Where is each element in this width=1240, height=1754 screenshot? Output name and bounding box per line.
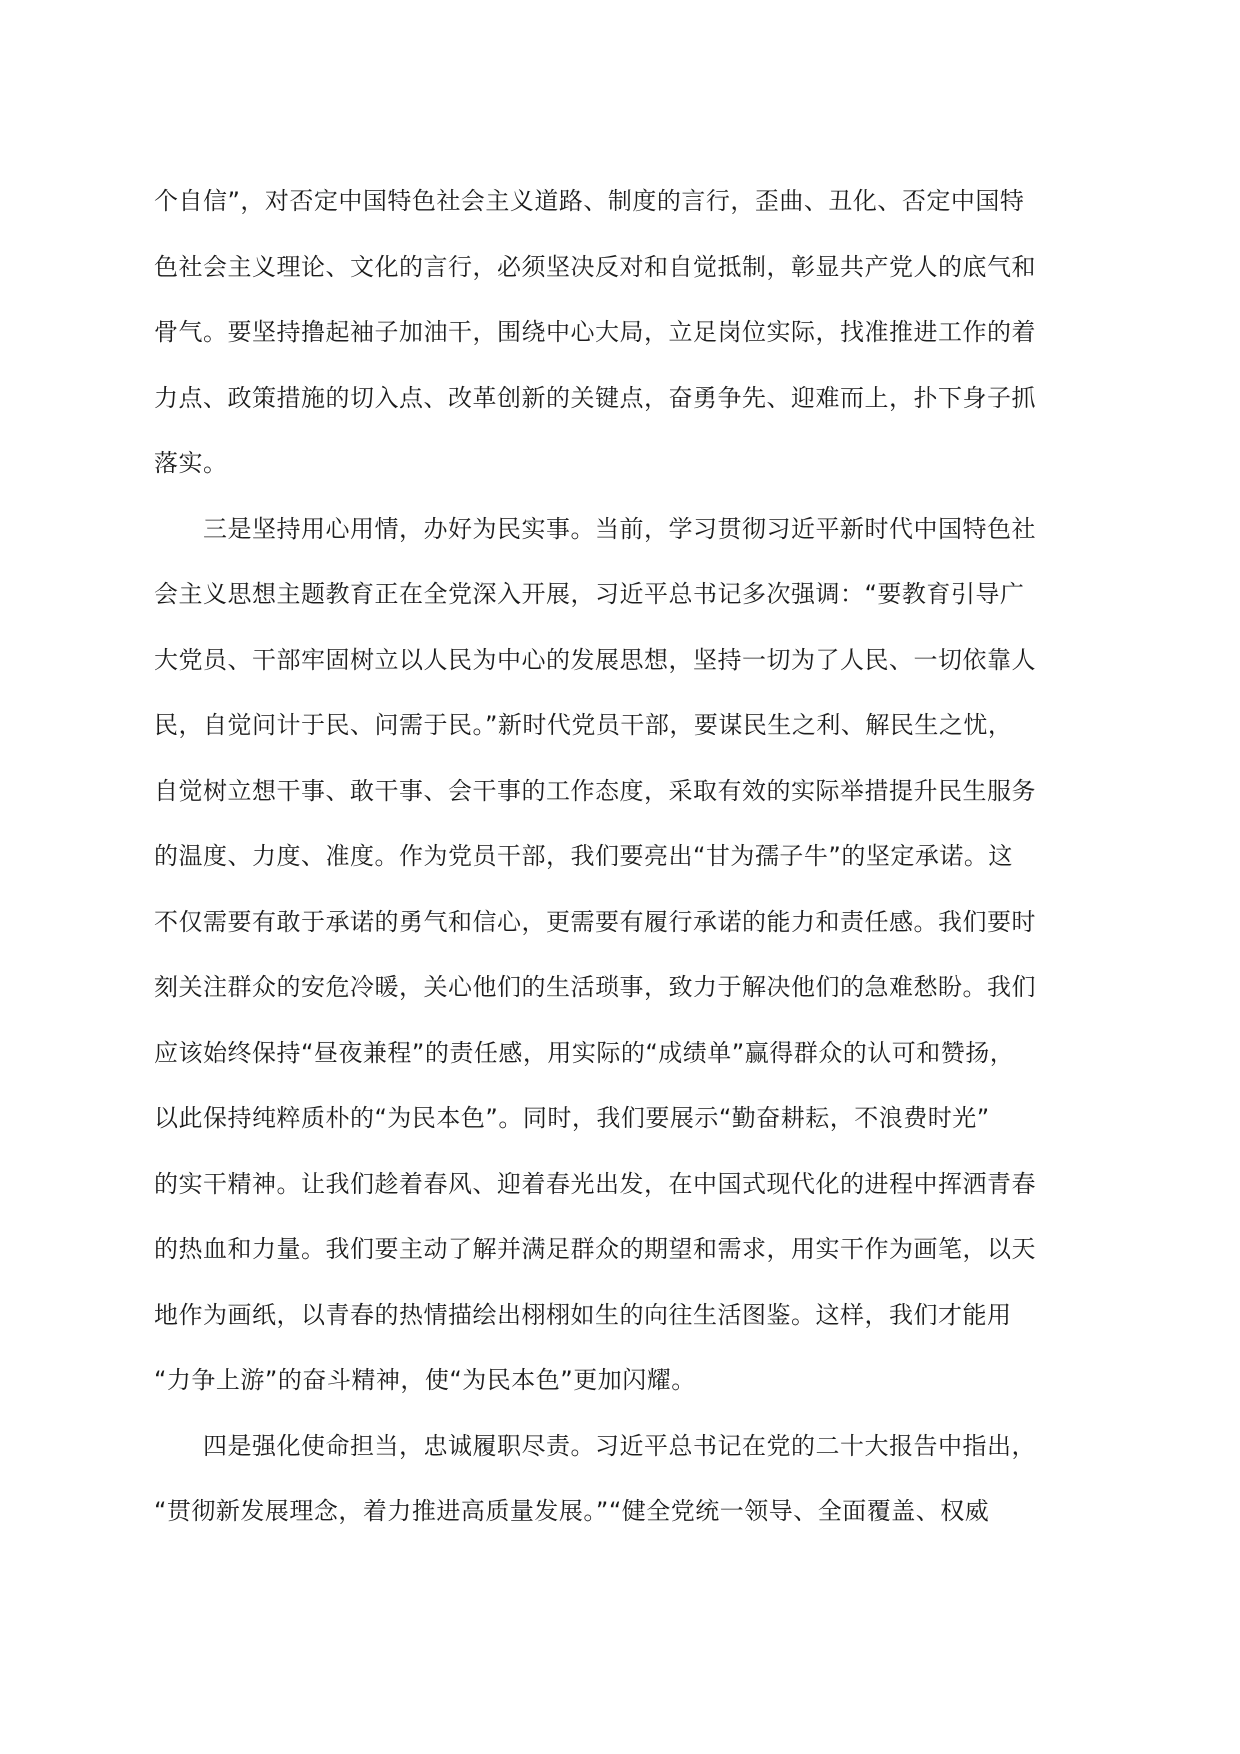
text-line: 以此保持纯粹质朴的“为民本色”。同时，我们要展示“勤奋耕耘，不浪费时光” <box>154 1104 990 1132</box>
text-line: 的温度、力度、准度。作为党员干部，我们要亮出“甘为孺子牛”的坚定承诺。这 <box>154 842 1013 870</box>
text-line: 民，自觉问计于民、问需于民。”新时代党员干部，要谋民生之利、解民生之忧， <box>154 711 1013 739</box>
text-line: 大党员、干部牢固树立以人民为中心的发展思想，坚持一切为了人民、一切依靠人 <box>154 645 1036 674</box>
text-line: 会主义思想主题教育正在全党深入开展，习近平总书记多次强调：“要教育引导广 <box>154 580 1025 608</box>
text-line: 力点、政策措施的切入点、改革创新的关键点，奋勇争先、迎难而上，扑下身子抓 <box>154 383 1036 412</box>
text-line: “力争上游”的奋斗精神，使“为民本色”更加闪耀。 <box>154 1366 696 1394</box>
text-line: 的热血和力量。我们要主动了解并满足群众的期望和需求，用实干作为画笔，以天 <box>154 1235 1036 1263</box>
text-line: 个自信”，对否定中国特色社会主义道路、制度的言行，歪曲、丑化、否定中国特 <box>154 187 1025 215</box>
text-line: 落实。 <box>154 449 228 477</box>
text-line: 四是强化使命担当，忠诚履职尽责。习近平总书记在党的二十大报告中指出， <box>154 1431 1036 1460</box>
text-line: 的实干精神。让我们趁着春风、迎着春光出发，在中国式现代化的进程中挥洒青春 <box>154 1169 1036 1198</box>
text-line: 三是坚持用心用情，办好为民实事。当前，学习贯彻习近平新时代中国特色社 <box>154 514 1036 543</box>
text-line: 色社会主义理论、文化的言行，必须坚决反对和自觉抵制，彰显共产党人的底气和 <box>154 252 1036 281</box>
text-line: 地作为画纸，以青春的热情描绘出栩栩如生的向往生活图鉴。这样，我们才能用 <box>154 1300 1012 1329</box>
text-line: 应该始终保持“昼夜兼程”的责任感，用实际的“成绩单”赢得群众的认可和赞扬， <box>154 1038 1015 1067</box>
body-text <box>154 186 1064 1562</box>
text-line: “贯彻新发展理念，着力推进高质量发展。”“健全党统一领导、全面覆盖、权威 <box>154 1497 990 1525</box>
text-line: 不仅需要有敢于承诺的勇气和信心，更需要有履行承诺的能力和责任感。我们要时 <box>154 907 1036 936</box>
text-line: 自觉树立想干事、敢干事、会干事的工作态度，采取有效的实际举措提升民生服务 <box>154 776 1036 805</box>
text-line: 骨气。要坚持撸起袖子加油干，围绕中心大局，立足岗位实际，找准推进工作的着 <box>154 318 1036 346</box>
text-line: 刻关注群众的安危冷暖，关心他们的生活琐事，致力于解决他们的急难愁盼。我们 <box>154 973 1036 1001</box>
